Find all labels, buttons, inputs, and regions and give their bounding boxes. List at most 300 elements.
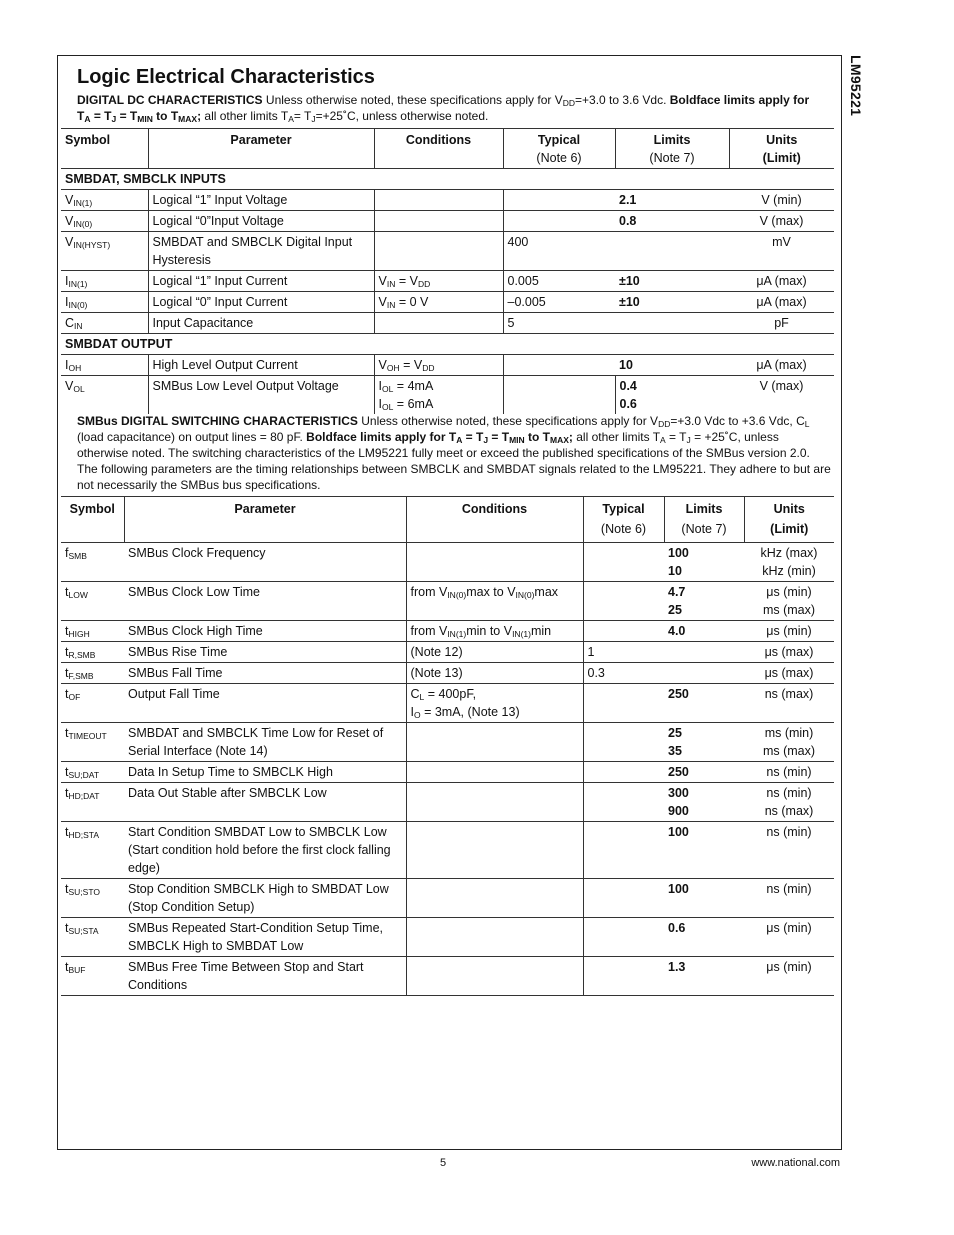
sw-row (61, 684, 834, 723)
symbol: $t_{SU;STO}$ (65, 882, 100, 897)
units-cell: V (min) (729, 190, 834, 211)
symbol-cell (61, 822, 124, 879)
dc-intro-bold: ; (197, 108, 202, 123)
typical-cell (583, 879, 664, 918)
dc-row (61, 355, 834, 376)
unit-value: μs (min) (766, 585, 812, 599)
limits-cell (664, 642, 744, 663)
condition-line (411, 685, 579, 703)
symbol-subscript: SMB (68, 551, 87, 561)
header-label: Symbol (65, 133, 111, 147)
limit-value: 300 (668, 786, 689, 800)
limits-cell (664, 879, 744, 918)
limit-value: 0.4 (619, 379, 637, 393)
sw-row (61, 543, 834, 582)
symbol-subscript: BUF (68, 965, 86, 975)
sw-row (61, 642, 834, 663)
condition-text: = 0 V (395, 295, 429, 309)
typical-cell (583, 957, 664, 996)
dc-intro-bold: = T (90, 108, 112, 123)
condition-text: $I_O = 3mA$, (Note 13) (410, 705, 520, 720)
sw-header-cell (406, 497, 583, 543)
condition-text: $V_{IN}$ (378, 295, 396, 310)
parameter-cell: SMBus Fall Time (124, 663, 406, 684)
subscript: IN(1) (512, 629, 531, 639)
symbol-cell (61, 271, 148, 292)
limits-cell: 10 (615, 355, 729, 376)
condition-line (411, 664, 579, 682)
units-cell (744, 762, 834, 783)
condition-line: $I_{OL} = 6mA$ (378, 397, 434, 412)
parameter-cell: Logical “1” Input Current (148, 271, 374, 292)
parameter-cell: Output Fall Time (124, 684, 406, 723)
conditions-cell (406, 642, 583, 663)
sw-intro-sub: J (483, 435, 489, 445)
sw-row (61, 879, 834, 918)
limit-value: 0.6 (619, 397, 637, 411)
units-cell (744, 918, 834, 957)
sw-intro-bold: Boldface limits apply for T (306, 430, 457, 444)
conditions-cell (406, 822, 583, 879)
dc-header-cell (615, 129, 729, 169)
limits-cell (664, 822, 744, 879)
typical-cell (583, 582, 664, 621)
sw-header-cell (61, 497, 124, 543)
subscript: O (413, 710, 421, 720)
section-title: Logic Electrical Characteristics (77, 66, 375, 88)
condition-line (411, 703, 579, 721)
section-label: SMBDAT OUTPUT (61, 334, 834, 355)
conditions-cell (406, 918, 583, 957)
symbol-subscript: DD (417, 279, 431, 289)
dc-intro-sub: A (288, 113, 294, 124)
symbol: $I_{IN(1)}$ (65, 274, 88, 289)
symbol-subscript: R,SMB (68, 650, 96, 660)
parameter-cell: SMBus Low Level Output Voltage (148, 376, 374, 415)
sw-row (61, 918, 834, 957)
sw-row (61, 822, 834, 879)
symbol-subscript: TIMEOUT (68, 731, 107, 741)
limit-value: 250 (668, 687, 689, 701)
switching-intro (77, 413, 832, 493)
parameter-cell: Logical “0”Input Voltage (148, 211, 374, 232)
symbol-cell (61, 723, 124, 762)
unit-value: ms (min) (764, 726, 814, 740)
section-label: SMBDAT, SMBCLK INPUTS (61, 169, 834, 190)
units-cell (744, 879, 834, 918)
conditions-cell (374, 271, 503, 292)
symbol: $I_{OH}$ (65, 358, 82, 373)
dc-intro-text: = T (293, 108, 312, 123)
parameter-cell: SMBus Free Time Between Stop and Start Conditions (124, 957, 406, 996)
limit-value: 25 (668, 603, 682, 617)
symbol-subscript: OL (381, 384, 394, 394)
typical-cell (503, 211, 615, 232)
dc-intro-sub: DD (562, 98, 576, 108)
limit-value: 0.6 (668, 921, 686, 935)
symbol-subscript: IN(1) (68, 279, 88, 289)
limit-value: 1.3 (668, 960, 686, 974)
symbol: $t_{BUF}$ (65, 960, 86, 975)
symbol-cell (61, 190, 148, 211)
conditions-cell (406, 543, 583, 582)
dc-intro-bold: = T (116, 108, 138, 123)
parameter-cell: SMBus Clock High Time (124, 621, 406, 642)
parameter-cell: SMBus Rise Time (124, 642, 406, 663)
limits-cell (615, 376, 729, 415)
dc-row (61, 292, 834, 313)
conditions-cell (374, 292, 503, 313)
unit-value: ns (max) (764, 687, 814, 701)
limits-cell (615, 313, 729, 334)
conditions-cell (374, 355, 503, 376)
side-title-text: LM95221 (848, 55, 864, 117)
symbol-subscript: DD (422, 363, 435, 373)
symbol: $t_{TIMEOUT}$ (65, 726, 107, 741)
symbol-subscript: IN (386, 300, 396, 310)
side-title (842, 55, 864, 135)
limit-value: 100 (668, 825, 689, 839)
unit-value: ms (max) (762, 603, 816, 617)
units-cell: μA (max) (729, 355, 834, 376)
condition-text: = $V_{DD}$ (399, 358, 435, 373)
unit-value: μs (min) (766, 921, 812, 935)
unit-value: ns (min) (766, 882, 812, 896)
symbol-subscript: OL (73, 384, 85, 394)
dc-characteristics-table (61, 128, 834, 414)
limits-cell: ±10 (615, 271, 729, 292)
parameter-cell: SMBDAT and SMBCLK Time Low for Reset of Serial Interface (Note 14) (124, 723, 406, 762)
unit-value: kHz (max) (760, 546, 818, 560)
condition-line: $I_{OL} = 4mA$ (378, 379, 434, 394)
limit-value: 250 (668, 765, 689, 779)
units-cell: V (max) (759, 379, 804, 393)
conditions-cell (406, 663, 583, 684)
symbol-cell (61, 684, 124, 723)
conditions-cell (406, 762, 583, 783)
unit-value: μs (min) (766, 624, 812, 638)
dc-header-cell (729, 129, 834, 169)
sw-header-cell (583, 497, 664, 543)
units-cell (744, 822, 834, 879)
condition-text: $V_{IN}$ (378, 274, 396, 289)
symbol: $t_{OF}$ (65, 687, 81, 702)
sw-intro-text: = T (665, 430, 687, 444)
condition-text: $V_{OH}$ (378, 358, 400, 373)
typical-cell: 400 (503, 232, 615, 271)
dc-intro (77, 93, 822, 124)
dc-intro-sub: A (84, 113, 91, 124)
units-cell (744, 684, 834, 723)
symbol-cell (61, 663, 124, 684)
unit-value: μs (min) (766, 960, 812, 974)
limits-cell (615, 232, 729, 271)
limits-cell (664, 723, 744, 762)
sw-intro-bold: ; (568, 430, 573, 444)
parameter-cell: SMBus Repeated Start-Condition Setup Time, SMBCLK High to SMBDAT Low (124, 918, 406, 957)
condition-text: = $V_{DD}$ (395, 274, 431, 289)
conditions-cell (374, 232, 503, 271)
sw-header-cell (744, 497, 834, 543)
sw-intro-bold: to T (524, 430, 551, 444)
dc-header-cell (148, 129, 374, 169)
units-cell (744, 663, 834, 684)
units-cell (744, 783, 834, 822)
dc-header-cell (503, 129, 615, 169)
typical-cell: 0.3 (583, 663, 664, 684)
sw-intro-sub: J (686, 435, 691, 445)
symbol-subscript: HD;DAT (68, 791, 100, 801)
symbol-subscript: SU;DAT (68, 770, 100, 780)
header-label: Units (773, 502, 805, 516)
units-cell (744, 957, 834, 996)
page-number: 5 (440, 1157, 447, 1169)
parameter-cell: Input Capacitance (148, 313, 374, 334)
condition-text: from $V_{IN(0)}\max$ to $V_{IN(0)}\max$ (410, 585, 559, 600)
symbol: $V_{IN(1)}$ (65, 193, 93, 208)
sw-intro-text: all other limits T (572, 430, 661, 444)
unit-value: μs (max) (764, 666, 814, 680)
symbol-cell (61, 957, 124, 996)
limits-cell: 2.1 (615, 190, 729, 211)
symbol: $V_{OL}$ (65, 379, 85, 394)
symbol: $V_{IN(0)}$ (65, 214, 93, 229)
typical-cell (583, 684, 664, 723)
sw-intro-text: =+3.0 Vdc to +3.6 Vdc, C (670, 414, 805, 428)
sw-intro-sub: MAX (550, 435, 569, 445)
dc-intro-text: =+3.0 to 3.6 Vdc. (575, 93, 670, 107)
header-note: (Note 7) (649, 151, 695, 165)
symbol-subscript: OH (68, 363, 82, 373)
units-cell (744, 582, 834, 621)
units-cell (744, 723, 834, 762)
symbol: $t_{R,SMB}$ (65, 645, 96, 660)
header-note: (Note 6) (600, 522, 647, 536)
dc-header-cell (61, 129, 148, 169)
condition-line (411, 622, 579, 640)
typical-cell: 0.005 (503, 271, 615, 292)
symbol: $t_{SU;DAT}$ (65, 765, 100, 780)
condition-text: (Note 13) (410, 666, 463, 680)
dc-intro-sub: J (111, 113, 117, 124)
symbol-subscript: SU;STA (68, 926, 99, 936)
dc-intro-sub: MAX (178, 113, 198, 124)
sw-row (61, 621, 834, 642)
subscript: IN(1) (447, 629, 467, 639)
limits-cell (664, 918, 744, 957)
dc-header-row (61, 129, 834, 169)
header-label: Parameter (230, 133, 292, 147)
subscript: IN(0) (447, 590, 467, 600)
typical-cell: 1 (583, 642, 664, 663)
units-cell: mV (729, 232, 834, 271)
condition-text: from $V_{IN(1)}\min$ to $V_{IN(1)}\min$ (410, 624, 552, 639)
conditions-cell (406, 684, 583, 723)
symbol: $I_{IN(0)}$ (65, 295, 88, 310)
symbol-cell (61, 642, 124, 663)
conditions-cell (406, 957, 583, 996)
limit-value: 35 (668, 744, 682, 758)
conditions-cell (406, 582, 583, 621)
condition-text: $I_{OL}$ (378, 379, 394, 394)
dc-intro-sub: J (311, 113, 316, 124)
sw-row (61, 783, 834, 822)
limits-cell: ±10 (615, 292, 729, 313)
header-label: Typical (537, 133, 581, 147)
symbol-cell (61, 211, 148, 232)
limits-cell (664, 663, 744, 684)
limits-cell: 0.8 (615, 211, 729, 232)
limit-value: 100 (668, 546, 689, 560)
symbol-cell (61, 543, 124, 582)
conditions-cell (374, 376, 503, 415)
limit-value: 25 (668, 726, 682, 740)
limit-value: 900 (668, 804, 689, 818)
symbol: $t_{SU;STA}$ (65, 921, 99, 936)
unit-value: μs (max) (764, 645, 814, 659)
subscript: L (419, 692, 425, 702)
dc-row (61, 211, 834, 232)
limits-cell (664, 582, 744, 621)
symbol-subscript: HD;STA (68, 830, 100, 840)
symbol-subscript: IN(0) (73, 219, 93, 229)
unit-value: ns (min) (766, 786, 812, 800)
sw-row (61, 957, 834, 996)
dc-section-row (61, 169, 834, 190)
conditions-cell (374, 313, 503, 334)
typical-cell (583, 918, 664, 957)
conditions-cell (406, 879, 583, 918)
header-label: Conditions (461, 502, 528, 516)
conditions-cell (406, 783, 583, 822)
symbol-cell (61, 313, 148, 334)
condition-text: $C_L = 400pF$, (410, 687, 477, 702)
typical-cell (503, 355, 615, 376)
symbol-subscript: F,SMB (68, 671, 94, 681)
conditions-cell (406, 723, 583, 762)
dc-row (61, 313, 834, 334)
units-cell: μA (max) (729, 271, 834, 292)
header-label: Limits (685, 502, 723, 516)
header-note: (Note 6) (536, 151, 582, 165)
units-cell: μA (max) (729, 292, 834, 313)
typical-cell (583, 822, 664, 879)
symbol-cell (61, 918, 124, 957)
dc-intro-text: =+25˚C, unless otherwise noted. (315, 108, 489, 123)
typical-cell: 5 (503, 313, 615, 334)
dc-intro-text: all other limits T (201, 108, 289, 123)
sw-intro-text: Unless otherwise noted, these specifications apply for V (357, 414, 659, 428)
sw-intro-sub: MIN (509, 435, 525, 445)
dc-intro-text: Unless otherwise noted, these specifications apply for V (262, 93, 563, 107)
symbol-cell (61, 783, 124, 822)
sw-intro-heading: SMBus DIGITAL SWITCHING CHARACTERISTICS (77, 414, 358, 428)
sw-intro-text: (load capacitance) on output lines = 80 pF. (77, 430, 307, 444)
typical-cell (503, 376, 615, 415)
parameter-cell: SMBus Clock Frequency (124, 543, 406, 582)
dc-row (61, 190, 834, 211)
condition-line (411, 583, 579, 601)
switching-characteristics-table (61, 496, 834, 996)
limit-value: 4.7 (668, 585, 686, 599)
limits-cell (664, 957, 744, 996)
dc-intro-bold: to T (152, 108, 179, 123)
sw-row (61, 762, 834, 783)
symbol: $t_{LOW}$ (65, 585, 88, 600)
header-label: Typical (602, 502, 645, 516)
dc-row (61, 271, 834, 292)
dc-intro-sub: MIN (137, 113, 153, 124)
symbol: $f_{SMB}$ (65, 546, 87, 561)
header-note: (Note 7) (681, 522, 727, 536)
symbol-subscript: LOW (68, 590, 88, 600)
units-cell (744, 543, 834, 582)
symbol-cell (61, 621, 124, 642)
limits-cell (664, 621, 744, 642)
symbol-cell (61, 292, 148, 313)
conditions-cell (374, 190, 503, 211)
symbol-cell (61, 879, 124, 918)
symbol: $t_{HIGH}$ (65, 624, 90, 639)
symbol-subscript: OH (386, 363, 400, 373)
typical-cell (583, 621, 664, 642)
conditions-cell (374, 211, 503, 232)
unit-value: ns (max) (764, 804, 814, 818)
parameter-cell: High Level Output Current (148, 355, 374, 376)
sw-header-cell (124, 497, 406, 543)
limit-value: 4.0 (668, 624, 686, 638)
parameter-cell: Logical “1” Input Voltage (148, 190, 374, 211)
symbol-cell (61, 232, 148, 271)
sw-header-cell (664, 497, 744, 543)
unit-value: kHz (min) (762, 564, 816, 578)
sw-row (61, 663, 834, 684)
dc-section-row (61, 334, 834, 355)
unit-value: ns (min) (766, 825, 812, 839)
symbol-subscript: IN (386, 279, 396, 289)
limits-cell (664, 543, 744, 582)
parameter-cell: Start Condition SMBDAT Low to SMBCLK Low (Start condition hold before the first clock falling edge) (124, 822, 406, 879)
sw-intro-sub: A (660, 435, 666, 445)
symbol-subscript: IN (74, 321, 83, 331)
header-label: Parameter (234, 502, 296, 516)
sw-row (61, 723, 834, 762)
limit-value: 100 (668, 882, 689, 896)
condition-text: (Note 12) (410, 645, 463, 659)
parameter-cell: SMBDAT and SMBCLK Digital Input Hysteresis (148, 232, 374, 271)
units-cell: V (max) (729, 211, 834, 232)
units-cell: pF (729, 313, 834, 334)
typical-cell: –0.005 (503, 292, 615, 313)
footer-url: www.national.com (751, 1157, 840, 1169)
dc-row (61, 376, 834, 415)
limits-cell (664, 684, 744, 723)
parameter-cell: SMBus Clock Low Time (124, 582, 406, 621)
symbol-subscript: IN(1) (73, 198, 93, 208)
limit-value: 10 (668, 564, 682, 578)
dc-intro-heading: DIGITAL DC CHARACTERISTICS (77, 93, 263, 107)
sw-intro-text: = +25˚C, unless otherwise noted. The switching characteristics of the LM95221 fully meet or exceed the published specifications of the SMBus version 2.0. The following parameters are the timing relationships between SMBCLK and SMBDAT signals related to the LM95221. They adhere to but are not necessarily the SMBus bus specifications. (77, 430, 831, 492)
typical-cell (503, 190, 615, 211)
symbol-subscript: OF (68, 692, 81, 702)
sw-intro-sub: L (804, 419, 810, 429)
sw-row (61, 582, 834, 621)
header-note: (Limit) (770, 522, 809, 536)
symbol-cell (61, 376, 148, 415)
sw-intro-bold: = T (462, 430, 484, 444)
symbol-cell (61, 762, 124, 783)
conditions-cell (406, 621, 583, 642)
